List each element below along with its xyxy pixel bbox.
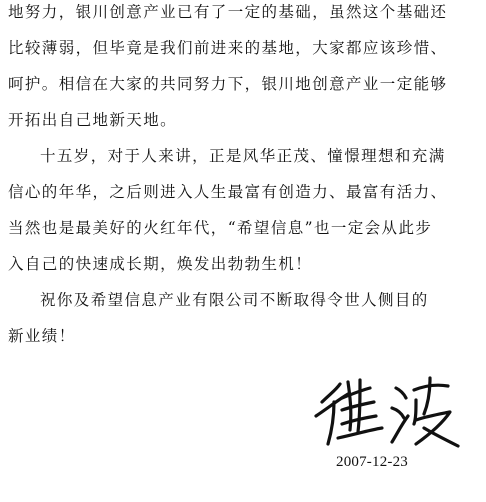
text-line: 信心的年华，之后则进入人生最富有创造力、最富有活力、 <box>8 183 448 201</box>
text-line: 当然也是最美好的火红年代，“希望信息”也一定会从此步 <box>8 219 433 237</box>
text-line: 入自己的快速成长期，焕发出勃勃生机！ <box>8 255 313 273</box>
text-line: 十五岁，对于人来讲，正是风华正茂、憧憬理想和充满 <box>40 147 446 165</box>
handwritten-signature <box>312 372 462 452</box>
text-line: 祝你及希望信息产业有限公司不断取得令世人侧目的 <box>40 291 429 309</box>
text-line: 新业绩！ <box>8 327 76 345</box>
text-line: 比较薄弱，但毕竟是我们前进来的基地，大家都应该珍惜、 <box>8 39 448 57</box>
text-line: 呵护。相信在大家的共同努力下，银川地创意产业一定能够 <box>8 75 448 93</box>
paragraph-1 <box>8 0 480 138</box>
text-line: 开拓出自己地新天地。 <box>8 111 178 129</box>
text-line: 地努力，银川创意产业已有了一定的基础，虽然这个基础还 <box>8 3 448 21</box>
letter-date: 2007-12-23 <box>336 454 408 470</box>
paragraph-3 <box>8 282 480 354</box>
paragraph-2 <box>8 138 480 282</box>
